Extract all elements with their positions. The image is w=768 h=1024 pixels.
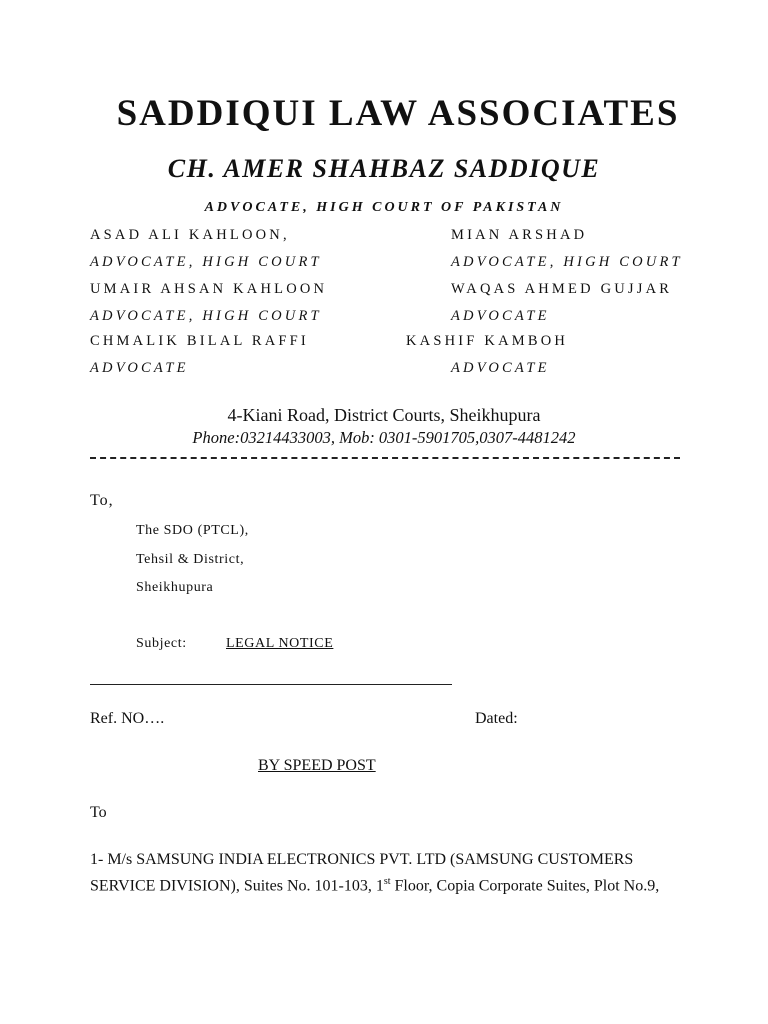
letterhead-divider: [90, 457, 680, 459]
associate-title: ADVOCATE, HIGH COURT: [451, 254, 683, 270]
associate-title: ADVOCATE: [451, 360, 550, 376]
ordinal-suffix: st: [383, 876, 391, 887]
recipient-line: Tehsil & District,: [136, 552, 245, 567]
addressee-to-label: To: [90, 804, 107, 821]
addressee-line: [90, 876, 659, 895]
separator-line: [90, 684, 452, 685]
associate-name: WAQAS AHMED GUJJAR: [451, 281, 673, 297]
contact-phones: Phone:03214433003, Mob: 0301-5901705,0307-4481242: [192, 428, 576, 447]
associate-title: ADVOCATE: [90, 360, 189, 376]
associate-title: ADVOCATE, HIGH COURT: [90, 254, 322, 270]
associate-name: UMAIR AHSAN KAHLOON: [90, 281, 328, 297]
reference-number: Ref. NO….: [90, 710, 165, 727]
lead-advocate-name: CH. AMER SHAHBAZ SADDIQUE: [167, 154, 601, 183]
lead-advocate-title: ADVOCATE, HIGH COURT OF PAKISTAN: [204, 200, 564, 215]
office-address: 4-Kiani Road, District Courts, Sheikhupura: [227, 405, 541, 425]
subject-label: Subject:: [136, 636, 187, 651]
recipient-line: The SDO (PTCL),: [136, 523, 249, 538]
addressee-line-part: SERVICE DIVISION), Suites No. 101-103, 1: [90, 877, 384, 895]
subject-value: LEGAL NOTICE: [226, 636, 334, 651]
firm-name: SADDIQUI LAW ASSOCIATES: [116, 93, 680, 134]
delivery-method: BY SPEED POST: [258, 757, 376, 774]
addressee-line-part: Floor, Copia Corporate Suites, Plot No.9,: [390, 877, 660, 895]
recipient-line: Sheikhupura: [136, 580, 214, 595]
associate-name: CHMALIK BILAL RAFFI: [90, 333, 309, 349]
associate-name: KASHIF KAMBOH: [406, 333, 569, 349]
associate-title: ADVOCATE, HIGH COURT: [90, 308, 322, 324]
dated-label: Dated:: [475, 710, 518, 727]
associate-title: ADVOCATE: [451, 308, 550, 324]
associate-name: MIAN ARSHAD: [451, 227, 588, 243]
associate-name: ASAD ALI KAHLOON,: [90, 227, 290, 243]
to-label: To,: [90, 492, 114, 509]
addressee-line: 1- M/s SAMSUNG INDIA ELECTRONICS PVT. LTD (SAMSUNG CUSTOMERS: [90, 851, 634, 868]
